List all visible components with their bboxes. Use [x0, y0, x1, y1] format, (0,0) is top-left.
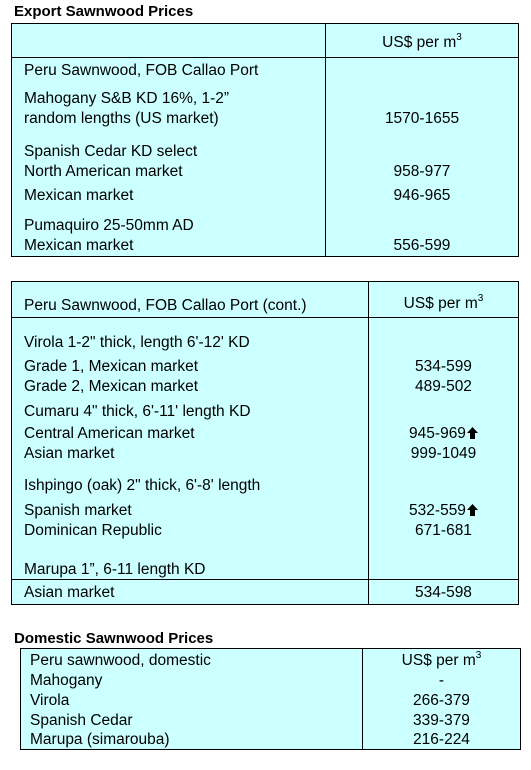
row-label: Dominican Republic [24, 522, 162, 539]
row-value: 339-379 [413, 712, 470, 729]
column-divider [368, 282, 369, 604]
row-label: Mexican market [24, 187, 134, 204]
row-value: 945-969 [409, 425, 466, 442]
row-label: North American market [24, 163, 183, 180]
row-value: 556-599 [393, 237, 451, 254]
row-label: Marupa (simarouba) [30, 731, 170, 748]
row-value: 671-681 [415, 522, 472, 539]
column-header-unit: US$ per $m^3$ [382, 31, 462, 51]
row-label: Central American market [24, 425, 195, 442]
header-divider [12, 317, 518, 318]
table-section-label: Peru Sawnwood, FOB Callao Port [24, 62, 259, 79]
row-label: Cumaru 4" thick, 6'-11' length KD [24, 403, 251, 420]
row-label: Asian market [24, 445, 115, 462]
row-value: 266-379 [413, 692, 470, 709]
row-value: 1570-1655 [384, 110, 460, 127]
export-section-title: Export Sawnwood Prices [14, 3, 194, 20]
row-label: Spanish Cedar KD select [24, 143, 198, 160]
row-label: Pumaquiro 25-50mm AD [24, 217, 194, 234]
row-label: Grade 1, Mexican market [24, 358, 199, 375]
row-label: Grade 2, Mexican market [24, 378, 199, 395]
row-label: Mahogany [30, 672, 103, 689]
table-header-label: Peru sawnwood, domestic [30, 652, 211, 669]
row-value: 958-977 [393, 163, 451, 180]
row-value: 534-599 [415, 358, 472, 375]
export-price-table-2 [11, 281, 519, 605]
column-header-unit: US$ per $m^3$ [401, 649, 482, 669]
row-value: 999-1049 [410, 445, 477, 462]
row-label: Marupa 1”, 6-11 length KD [24, 561, 206, 578]
domestic-price-table [20, 648, 521, 750]
column-divider [325, 24, 326, 256]
row-value: - [438, 672, 445, 689]
row-label: Ishpingo (oak) 2" thick, 6'-8' length [24, 477, 261, 494]
row-value: 946-965 [393, 187, 451, 204]
row-label: Spanish market [24, 502, 132, 519]
row-divider [12, 579, 518, 580]
table-header-label: Peru Sawnwood, FOB Callao Port (cont.) [24, 297, 307, 314]
row-value: 534-598 [415, 584, 472, 601]
row-label: Virola 1-2" thick, length 6'-12' KD [24, 334, 250, 351]
row-label: Asian market [24, 584, 115, 601]
row-label: Mexican market [24, 237, 134, 254]
domestic-section-title: Domestic Sawnwood Prices [14, 630, 214, 647]
row-label: random lengths (US market) [24, 110, 219, 127]
arrow-up-icon [467, 427, 478, 439]
row-value-with-trend [369, 501, 518, 520]
row-value: 532-559 [409, 502, 466, 519]
export-price-table-1 [11, 23, 519, 257]
row-value-with-trend [369, 424, 518, 443]
column-header-unit: US$ per $m^3$ [403, 292, 484, 312]
row-label: Mahogany S&B KD 16%, 1-2” [24, 90, 230, 107]
arrow-up-icon [467, 504, 478, 516]
row-label: Spanish Cedar [30, 712, 133, 729]
row-value: 489-502 [415, 378, 472, 395]
row-label: Virola [30, 692, 70, 709]
header-divider [12, 57, 518, 58]
row-value: 216-224 [413, 731, 470, 748]
